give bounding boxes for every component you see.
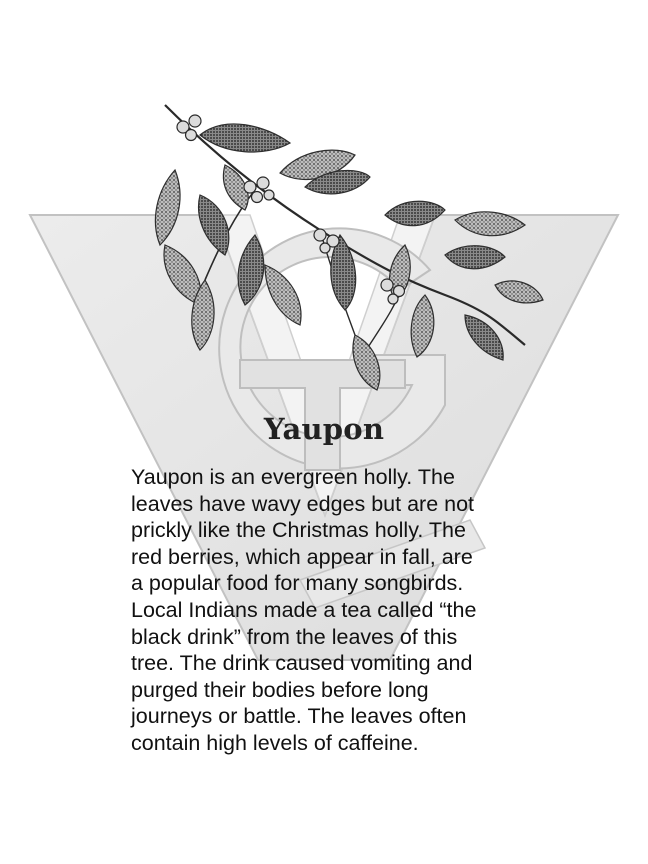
page-title: Yaupon bbox=[263, 412, 385, 446]
description-line: contain high levels of caffeine. bbox=[131, 730, 419, 755]
description-line: black drink” from the leaves of this bbox=[131, 624, 458, 649]
description-line: tree. The drink caused vomiting and bbox=[131, 651, 473, 676]
leaf-cluster bbox=[155, 124, 543, 390]
description-line: purged their bodies before long bbox=[131, 677, 429, 702]
description-line: leaves have wavy edges but are not bbox=[131, 491, 475, 516]
description-line: prickly like the Christmas holly. The bbox=[131, 518, 466, 543]
description-line: journeys or battle. The leaves often bbox=[131, 704, 467, 729]
description-paragraph bbox=[131, 464, 531, 757]
description-line: Yaupon is an evergreen holly. The bbox=[131, 465, 455, 489]
yaupon-branch-illustration bbox=[105, 95, 545, 405]
description-line: Local Indians made a tea called “the bbox=[131, 597, 477, 622]
description-line: a popular food for many songbirds. bbox=[131, 571, 464, 596]
description-line: red berries, which appear in fall, are bbox=[131, 544, 473, 569]
